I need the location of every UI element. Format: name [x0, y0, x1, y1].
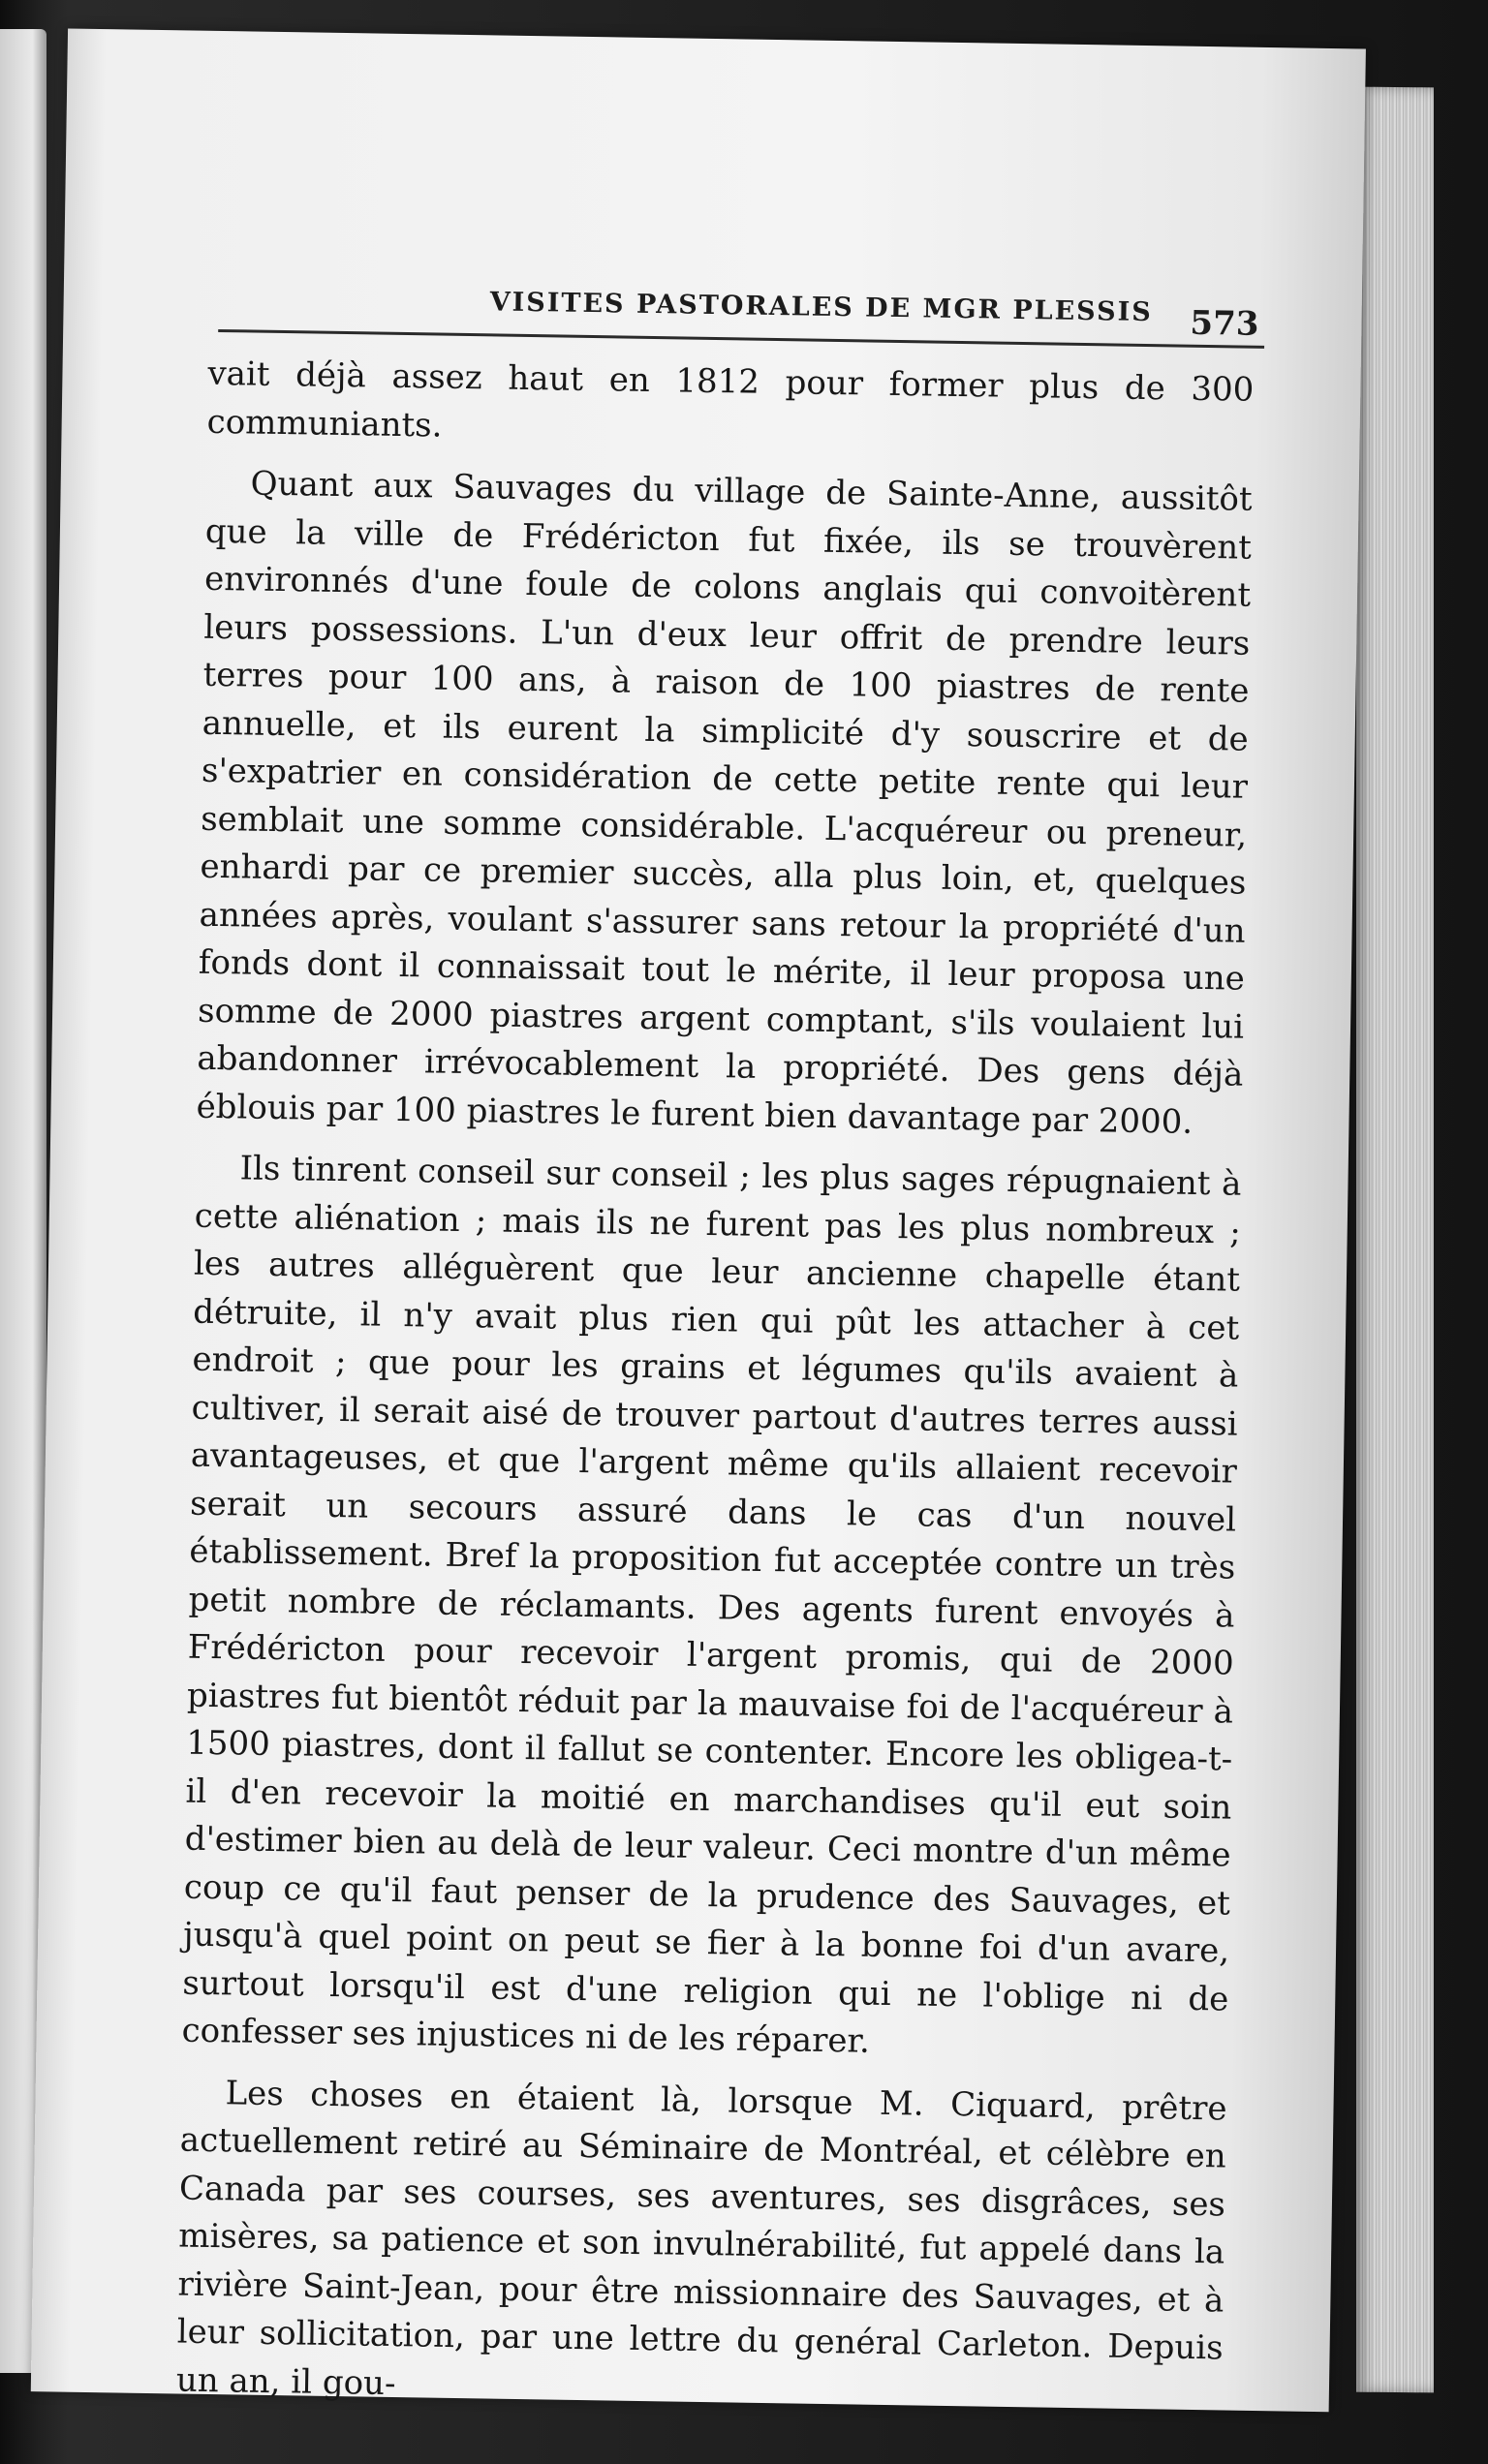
running-title: VISITES PASTORALES DE MGR PLESSIS	[489, 287, 1153, 328]
book-page-edges	[1356, 87, 1434, 2393]
header-rule	[218, 329, 1264, 349]
book-page	[31, 28, 1366, 2412]
page-number: 573	[1190, 303, 1259, 344]
paragraph-conseil: Ils tinrent conseil sur conseil ; les plus sages répugnaient à cette aliénation ; mais ils ne furent pas les plus nombreux ; les autres alléguèrent que leur ancienne chapelle étant détruite, il n'y avait plus rien qui pût les attacher à cet endroit ; que pour les grains et légumes qu'ils avaient à cultiver, il serait aisé de trouver partout d'autres terres aussi avantageuses, et que l'argent même qu'ils allaient recevoir serait un secours assuré dans le cas d'un nouvel établissement. Bref la proposition fut acceptée contre un très petit nombre de réclamants. Des agents furent envoyés à Frédéricton pour recevoir l'argent promis, qui de 2000 piastres fut bientôt réduit par la mauvaise foi de l'acquéreur à 1500 piastres, dont il fallut se contenter. Encore les obligea-t-il d'en recevoir la moitié en marchandises qu'il eut soin d'estimer bien au delà de leur valeur. Ceci montre d'un même coup ce qu'il faut penser de la prudence des Sauvages, et jusqu'à quel point on peut se fier à la bonne foi d'un avare, surtout lorsqu'il est d'une religion qui ne l'oblige ni de confesser ses injustices ni de les réparer.	[181, 1149, 1242, 2061]
paragraph-sauvages-sainte-anne: Quant aux Sauvages du village de Sainte-Anne, aussitôt que la ville de Frédéricton fut fixée, ils se trouvèrent environnés d'une foule de colons anglais qui convoitèrent leurs possessions. L'un d'eux leur offrit de prendre leurs terres pour 100 ans, à raison de 100 piastres de rente annuelle, et ils eurent la simplicité d'y souscrire et de s'expatrier en considération de cette petite rente qui leur semblait une somme considérable. L'acquéreur ou preneur, enhardi par ce premier succès, alla plus loin, et, quelques années après, voulant s'assurer sans retour la propriété d'un fonds dont il connaissait tout le mérite, il leur proposa une somme de 2000 piastres argent comptant, s'ils voulaient lui abandonner irrévocablement la propriété. Des gens déjà éblouis par 100 piastres le furent bien davantage par 2000.	[196, 464, 1253, 1142]
paragraph-continuation: vait déjà assez haut en 1812 pour former plus de 300 communiants.	[206, 354, 1255, 446]
paragraph-ciquard: Les choses en étaient là, lorsque M. Ciquard, prêtre actuellement retiré au Séminaire de Montréal, et célèbre en Canada par ses courses, ses aventures, ses disgrâces, ses misères, sa patience et son invulnérabilité, fut appelé dans la rivière Saint-Jean, pour être missionnaire des Sauvages, et à leur sollicitation, par une lettre du genéral Carleton. Depuis un an, il gou-	[175, 2073, 1227, 2403]
page-header	[218, 254, 1265, 348]
body-text	[175, 351, 1254, 2435]
